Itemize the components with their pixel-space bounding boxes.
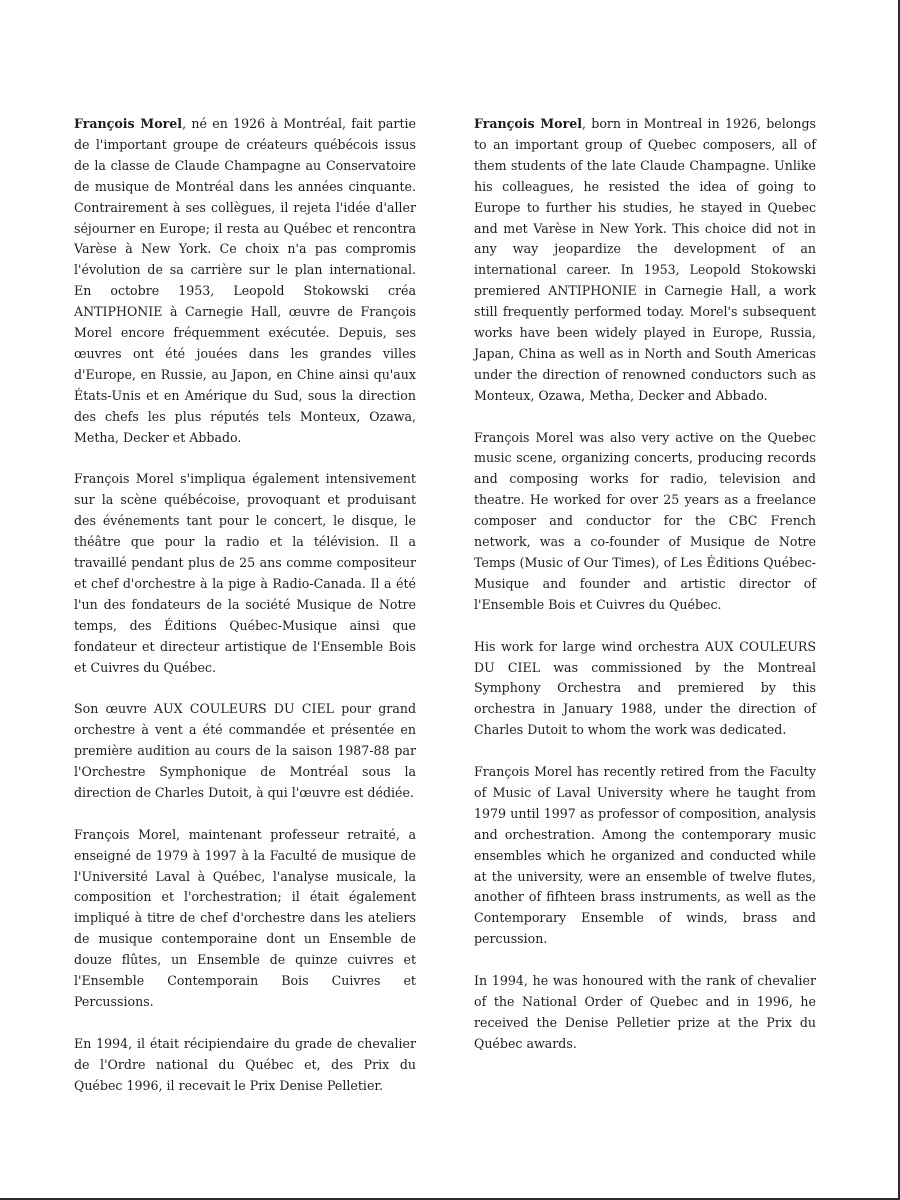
english-paragraph-4: François Morel has recently retired from the Faculty of Music of Laval University where he taught from 1979 until 1997 as professor of composition, analysis and orchestration. Among the contemporary music ensembles which he organized and conducted while at the university, were an ensemble of twelve flutes, another of fifhteen brass instruments, as well as the Contemporary Ensemble of winds, brass and percussion. (474, 764, 816, 947)
french-paragraph-5: En 1994, il était récipiendaire du grade de chevalier de l'Ordre national du Québec et, des Prix du Québec 1996, il recevait le Prix Denise Pelletier. (74, 1035, 416, 1093)
french-paragraph-2: François Morel s'impliqua également intensivement sur la scène québécoise, provoquant et produisant des événements tant pour le concert, le disque, le théâtre que pour la radio et la télévision. Il a travaillé pendant plus de 25 ans comme compositeur et chef d'orchestre à la pige à Radio-Canada. Il a été l'un des fondateurs de la société Musique de Notre temps, des Éditions Québec-Musique ainsi que fondateur et directeur artistique de l'Ensemble Bois et Cuivres du Québec. (74, 471, 416, 675)
english-column (474, 114, 816, 1076)
english-paragraph-5: In 1994, he was honoured with the rank of chevalier of the National Order of Quebec and in 1996, he received the Denise Pelletier prize at the Prix du Québec awards. (474, 973, 816, 1051)
french-composer-name: François Morel (74, 116, 183, 131)
french-paragraph-1-text: , né en 1926 à Montréal, fait partie de l'important groupe de créateurs québécois issus de la classe de Claude Champagne au Conservatoire de musique de Montréal dans les années cinquante. Contrairement à ses collègues, il rejeta l'idée d'aller séjourner en Europe; il resta au Québec et rencontra Varèse à New York. Ce choix n'a pas compromis l'évolution de sa carrière sur le plan international. En octobre 1953, Leopold Stokowski créa ANTIPHONIE à Carnegie Hall, œuvre de François Morel encore fréquemment exécutée. Depuis, ses œuvres ont été jouées dans les grandes villes d'Europe, en Russie, au Japon, en Chine ainsi qu'aux États-Unis et en Amérique du Sud, sous la direction des chefs les plus réputés tels Monteux, Ozawa, Metha, Decker et Abbado. (74, 116, 416, 445)
english-paragraph-3: His work for large wind orchestra AUX COULEURS DU CIEL was commissioned by the Montreal Symphony Orchestra and premiered by this orchestra in January 1988, under the direction of Charles Dutoit to whom the work was dedicated. (474, 638, 816, 738)
french-column (74, 114, 416, 1117)
english-composer-name: François Morel (474, 116, 583, 131)
english-paragraph-1-text: , born in Montreal in 1926, belongs to an important group of Quebec composers, all of them students of the late Claude Champagne. Unlike his colleagues, he resisted the idea of going to Europe to further his studies, he stayed in Quebec and met Varèse in New York. This choice did not in any way jeopardize the development of an international career. In 1953, Leopold Stokowski premiered ANTIPHONIE in Carnegie Hall, a work still frequently performed today. Morel's subsequent works have been widely played in Europe, Russia, Japan, China as well as in North and South Americas under the direction of renowned conductors such as Monteux, Ozawa, Metha, Decker and Abbado. (474, 116, 816, 403)
french-paragraph-3: Son œuvre AUX COULEURS DU CIEL pour grand orchestre à vent a été commandée et présentée en première audition au cours de la saison 1987-88 par l'Orchestre Symphonique de Montréal sous la direction de Charles Dutoit, à qui l'œuvre est dédiée. (74, 701, 416, 800)
french-paragraph-4: François Morel, maintenant professeur retraité, a enseigné de 1979 à 1997 à la Faculté de musique de l'Université Laval à Québec, l'analyse musicale, la composition et l'orchestration; il était également impliqué à titre de chef d'orchestre dans les ateliers de musique contemporaine dont un Ensemble de douze flûtes, un Ensemble de quinze cuivres et l'Ensemble Contemporain Bois Cuivres et Percussions. (74, 826, 416, 1010)
english-paragraph-1 (474, 114, 816, 407)
english-paragraph-2: François Morel was also very active on the Quebec music scene, organizing concerts, producing records and composing works for radio, television and theatre. He worked for over 25 years as a freelance composer and conductor for the CBC French network, was a co-founder of Musique de Notre Temps (Music of Our Times), of Les Éditions Québec-Musique and founder and artistic director of l'Ensemble Bois et Cuivres du Québec. (474, 429, 816, 612)
french-paragraph-1 (74, 114, 416, 449)
